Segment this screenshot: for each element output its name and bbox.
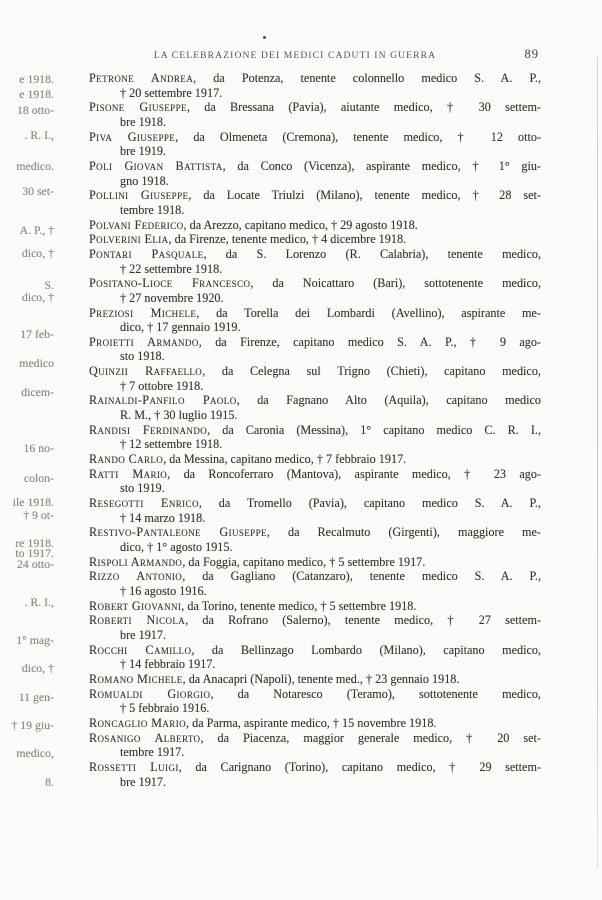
entry: [89, 247, 541, 276]
bleed-fragment: colon-: [23, 471, 54, 485]
entry-name: Piva Giuseppe: [89, 129, 176, 144]
entry-details: , da Potenza, tenente colonnello medico S. A. P.,: [193, 71, 541, 85]
entry-first-line: [89, 569, 541, 584]
entry-name: Randisi Ferdinando: [89, 422, 208, 437]
entry: [89, 599, 541, 614]
entry-details: , da Bellinzago Lombardo (Milano), capitano medico,: [191, 642, 541, 657]
entry-name: Polvani Federico: [89, 217, 184, 232]
entry: [89, 232, 541, 247]
entry: [89, 569, 541, 598]
bleed-fragment: 1° mag-: [16, 633, 54, 647]
entry-continuation-line: † 12 settembre 1918.: [120, 437, 223, 452]
entry-details: , da Gagliano (Catanzaro), tenente medico S. A. P.,: [182, 569, 541, 584]
bleed-fragment: 30 set-: [22, 184, 54, 198]
entry-name: Rosanigo Alberto: [89, 730, 201, 745]
running-header: [89, 47, 541, 65]
entry-name: Rizzo Antonio: [89, 569, 183, 584]
entry: [89, 364, 541, 393]
entry: [89, 306, 541, 335]
entry-details: , da Firenze, tenente medico, † 4 dicembre 1918.: [168, 232, 407, 247]
page-edge-line: [597, 56, 598, 868]
bleed-fragment: 8.: [45, 775, 54, 789]
entry: [89, 525, 541, 554]
entry-name: Quinzii Raffaello: [89, 364, 203, 379]
entry-details: , da Arezzo, capitano medico, † 29 agosto 1918.: [183, 217, 418, 232]
entry-details: , da Recalmuto (Girgenti), maggiore me-: [266, 525, 541, 540]
entry: [89, 130, 541, 159]
entry-continuation-line: dico, † 17 gennaio 1919.: [120, 320, 241, 335]
bleed-fragment: dicem-: [21, 385, 54, 399]
entry-details: , da Celegna sul Trigno (Chieti), capitano medico,: [202, 364, 541, 379]
entry-details: , da Notaresco (Teramo), sottotenente medico,: [210, 686, 541, 701]
entry-name: Resegotti Enrico: [89, 496, 199, 511]
bleed-fragment: ile 1918.: [12, 495, 54, 509]
entry: [89, 760, 541, 789]
entry-name: Proietti Armando: [89, 334, 199, 349]
entry-first-line: [89, 159, 541, 174]
entry-name: Preziosi Michele: [89, 305, 197, 320]
entry: [89, 276, 541, 305]
entry-name: Roncaglio Mario: [89, 715, 187, 730]
entry-details: , da Fagnano Alto (Aquila), capitano medico: [236, 393, 541, 408]
entry-continuation-line: bre 1918.: [120, 114, 167, 129]
entry-details: , da Anacapri (Napoli), tenente med., † 23 gennaio 1918.: [182, 671, 460, 686]
entry-continuation-line: gno 1918.: [120, 173, 169, 188]
entry-first-line: [89, 130, 541, 145]
entry-name: Rainaldi-Panfilo Paolo: [89, 393, 237, 408]
bleed-fragment: 11 gen-: [18, 690, 54, 704]
entry: [89, 496, 541, 525]
entry-continuation-line: dico, † 1° agosto 1915.: [120, 540, 233, 554]
entry-details: , da Foggia, capitano medico, † 5 settembre 1917.: [182, 554, 426, 569]
entry-details: , da Olmeneta (Cremona), tenente medico, † 12 otto-: [175, 129, 541, 144]
entry-first-line: [89, 100, 541, 115]
entry-first-line: [89, 423, 541, 438]
entry-first-line: [89, 393, 541, 408]
entry: [89, 423, 541, 452]
entry-details: , da Torino, tenente medico, † 5 settembre 1918.: [181, 598, 417, 613]
entry-continuation-line: † 22 settembre 1918.: [120, 261, 223, 276]
bleed-fragment: dico, †: [21, 246, 54, 260]
entry-first-line: [89, 760, 541, 775]
entry: [89, 716, 541, 731]
entry-details: , da Conco (Vicenza), aspirante medico, † 1° giu-: [222, 158, 541, 173]
bleed-fragment: 18 otto-: [16, 103, 54, 117]
entry-name: Polverini Elia: [89, 232, 169, 247]
entry-name: Pisone Giuseppe: [89, 100, 187, 115]
entry-first-line: [89, 496, 541, 511]
entry-name: Rocchi Camillo: [89, 642, 192, 657]
entry-first-line: [89, 232, 541, 247]
entry-first-line: [89, 555, 541, 570]
entry-details: , da Carignano (Torino), capitano medico, † 29 settem-: [178, 759, 541, 774]
entry-name: Restivo-Pantaleone Giuseppe: [89, 525, 267, 540]
entry-first-line: [89, 687, 541, 702]
bleed-fragment: medico: [19, 356, 54, 370]
entry-details: , da Rofrano (Salerno), tenente medico, † 27 settem-: [185, 613, 541, 628]
entry-continuation-line: † 7 ottobre 1918.: [120, 378, 204, 393]
bleed-fragment: 16 no-: [23, 441, 54, 455]
bleed-fragment: S.: [44, 278, 54, 292]
entry-continuation-line: sto 1918.: [120, 349, 165, 364]
entry-name: Ratti Mario: [89, 466, 168, 481]
entry: [89, 613, 541, 642]
entry: [89, 188, 541, 217]
entry-continuation-line: † 27 novembre 1920.: [120, 290, 224, 305]
entry: [89, 643, 541, 672]
bleed-fragment: † 9 ot-: [23, 508, 54, 522]
entry-name: Pollini Giuseppe: [89, 188, 189, 203]
entry-continuation-line: bre 1917.: [120, 627, 167, 642]
bleed-fragment: e 1918.: [19, 72, 54, 86]
entry-first-line: [89, 452, 541, 467]
entry-continuation-line: † 5 febbraio 1916.: [120, 701, 210, 716]
entry-first-line: [89, 71, 541, 86]
entry-details: , da Noicattaro (Bari), sottotenente medico,: [250, 276, 541, 291]
entry-details: , da Roncoferraro (Mantova), aspirante medico, † 23 ago-: [167, 466, 541, 481]
entry-first-line: [89, 276, 541, 291]
entry-continuation-line: sto 1919.: [120, 481, 165, 496]
bleed-fragment: dico, †: [21, 290, 54, 304]
entries-list: [89, 71, 541, 789]
bleed-fragment: dico, †: [21, 661, 54, 675]
entry: [89, 335, 541, 364]
entry-details: , da Bressana (Pavia), aiutante medico, † 30 settem-: [186, 100, 541, 115]
entry-first-line: [89, 731, 541, 746]
entry-continuation-line: tembre 1918.: [120, 202, 185, 217]
entry-continuation-line: † 20 settembre 1917.: [120, 85, 223, 100]
entry: [89, 159, 541, 188]
entry-details: , da Piacenza, maggior generale medico, † 20 set-: [200, 730, 541, 745]
entry-first-line: [89, 306, 541, 321]
entry-details: , da Firenze, capitano medico S. A. P., † 9 ago-: [198, 334, 541, 349]
entry: [89, 731, 541, 760]
entry-name: Robert Giovanni: [89, 598, 182, 613]
entry: [89, 467, 541, 496]
entry-first-line: [89, 599, 541, 614]
entry-name: Roberti Nicola: [89, 613, 186, 628]
entry: [89, 672, 541, 687]
bleed-fragment: 24 otto-: [16, 557, 54, 571]
entry-details: , da Tromello (Pavia), capitano medico S. A. P.,: [198, 496, 541, 511]
entry: [89, 71, 541, 100]
entry-name: Poli Giovan Battista: [89, 158, 223, 173]
entry-first-line: [89, 716, 541, 731]
entry-first-line: [89, 218, 541, 233]
entry-continuation-line: R. M., † 30 luglio 1915.: [120, 408, 238, 423]
entry-first-line: [89, 335, 541, 350]
entry-name: Petrone Andrea: [89, 71, 194, 85]
entry-name: Rispoli Armando: [89, 554, 183, 569]
bleed-fragment: e 1918.: [19, 87, 54, 101]
entry-name: Rando Carlo: [89, 452, 164, 467]
bleed-fragment: medico,: [16, 746, 54, 760]
entry: [89, 100, 541, 129]
entry-continuation-line: tembre 1917.: [120, 745, 185, 760]
entry-details: , da Locate Triulzi (Milano), tenente medico, † 28 set-: [188, 188, 541, 203]
bleed-fragment: . R. I.,: [24, 128, 54, 142]
entry-name: Rossetti Luigi: [89, 759, 179, 774]
entry-first-line: [89, 188, 541, 203]
bleed-fragment: to 1917.: [15, 546, 54, 560]
bleed-fragment: A. P., †: [19, 223, 54, 237]
running-header-title: LA CELEBRAZIONE DEI MEDICI CADUTI IN GUERRA: [153, 50, 437, 61]
bleed-fragment: re 1918.: [15, 536, 54, 550]
entry: [89, 452, 541, 467]
entry-details: , da Parma, aspirante medico, † 15 novembre 1918.: [186, 715, 437, 730]
entry-name: Positano-Lioce Francesco: [89, 276, 251, 291]
entry-details: , da Torella dei Lombardi (Avellino), aspirante me-: [196, 305, 541, 320]
entry: [89, 393, 541, 422]
entry-first-line: [89, 643, 541, 658]
entry-first-line: [89, 364, 541, 379]
page-number: 89: [524, 47, 539, 61]
entry-continuation-line: † 14 febbraio 1917.: [120, 657, 216, 672]
entry: [89, 218, 541, 233]
printers-mark-dot: [263, 36, 266, 39]
entry-first-line: [89, 613, 541, 628]
bleed-fragment: medico.: [16, 159, 54, 173]
entry-name: Romano Michele: [89, 671, 183, 686]
entry: [89, 555, 541, 570]
entry-continuation-line: † 14 marzo 1918.: [120, 510, 206, 525]
entry-details: , da Messina, capitano medico, † 7 febbraio 1917.: [163, 452, 407, 467]
entry-name: Pontari Pasquale: [89, 246, 204, 261]
bleed-fragment: † 19 giu-: [11, 718, 54, 732]
entry-name: Romualdi Giorgio: [89, 686, 211, 701]
bleed-fragment: 17 feb-: [20, 327, 54, 341]
entry-first-line: [89, 247, 541, 262]
entry-first-line: [89, 467, 541, 482]
entry-details: , da Caronia (Messina), 1° capitano medico C. R. I.,: [207, 422, 541, 437]
entry-details: , da S. Lorenzo (R. Calabria), tenente medico,: [203, 246, 541, 261]
entry-first-line: [89, 525, 541, 540]
entry-continuation-line: † 16 agosto 1916.: [120, 583, 207, 598]
entry-continuation-line: bre 1917.: [120, 774, 167, 789]
entry-first-line: [89, 672, 541, 687]
entry-continuation-line: bre 1919.: [120, 144, 167, 159]
entry: [89, 687, 541, 716]
bleed-fragment: . R. I.,: [24, 595, 54, 609]
